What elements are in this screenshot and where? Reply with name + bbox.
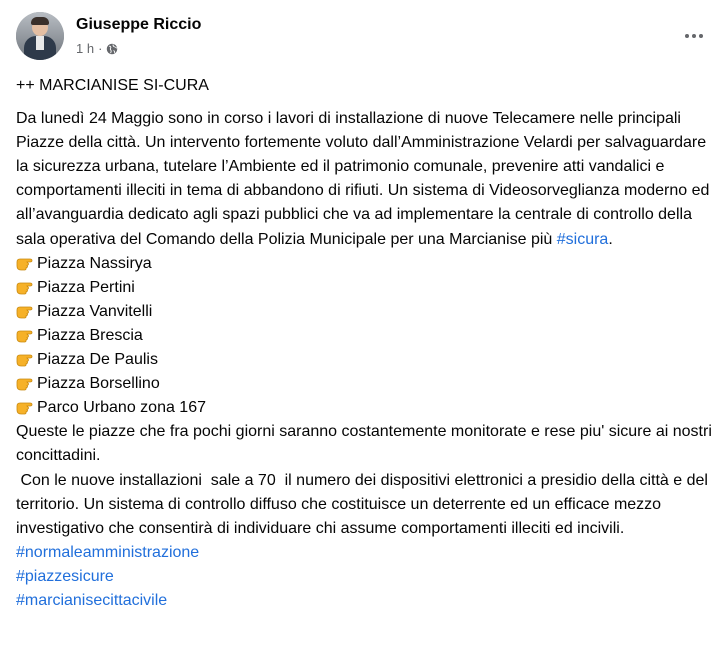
pointing-hand-emoji [16,253,36,271]
globe-icon[interactable] [106,43,118,55]
location-item [16,300,716,324]
hashtag-link[interactable]: #piazzesicure [16,567,114,585]
post-intro [16,107,716,252]
hashtag-link[interactable]: #normaleamministrazione [16,543,200,561]
location-label: Parco Urbano zona 167 [37,399,206,417]
location-label: Piazza Borsellino [37,375,160,393]
location-item [16,276,716,300]
post-paragraph-2: Queste le piazze che fra pochi giorni saranno costantemente monitorate e rese piu' sicure ai nostri concittadini. [16,423,712,465]
author-name[interactable]: Giuseppe Riccio [76,16,202,33]
location-item [16,396,716,420]
avatar[interactable] [16,12,64,60]
location-label: Piazza De Paulis [37,351,158,369]
location-label: Piazza Vanvitelli [37,302,153,320]
post-paragraph-3: Con le nuove installazioni sale a 70 il numero dei dispositivi elettronici a presidio della città e del territorio. Un sistema di controllo diffuso che costituisce un deterrente ed un efficace mezzo investigativo che consentirà di individuare chi assume comportamenti illeciti ed incivili. [16,471,713,537]
pointing-hand-emoji [16,397,36,415]
location-item [16,372,716,396]
pointing-hand-emoji [16,349,36,367]
location-item [16,324,716,348]
meta-separator: · [98,41,103,56]
intro-end: . [608,230,613,248]
post-header [16,12,712,60]
intro-text: Da lunedì 24 Maggio sono in corso i lavori di installazione di nuove Telecamere nelle principali Piazze della città. Un intervento fortemente voluto dall’Amministrazione Velardi per salvaguardare la sicurezza urbana, tutelare l’Ambiente ed il patrimonio comunale, prevenire atti vandalici e comportamenti illeciti in tema di abbandono di rifiuti. Un sistema di Videosorveglianza moderno ed all’avanguardia dedicato agli spazi pubblici che va ad implementare la centrale di controllo della sala operativa del Comando della Polizia Municipale per una Marcianise più [16,110,710,248]
post-title: ++ MARCIANISE SI-CURA [16,77,209,94]
location-label: Piazza Brescia [37,326,143,344]
location-label: Piazza Nassirya [37,254,152,272]
hashtag-link[interactable]: #sicura [556,230,609,248]
hashtag-link[interactable]: #marcianisecittacivile [16,591,168,609]
location-label: Piazza Pertini [37,278,135,296]
location-item [16,252,716,276]
pointing-hand-emoji [16,277,36,295]
post-meta [76,41,118,56]
post-time[interactable]: 1 h [76,41,95,56]
pointing-hand-emoji [16,373,36,391]
hashtag-list [16,541,716,613]
location-list [16,252,716,421]
pointing-hand-emoji [16,301,36,319]
post-content [16,74,716,613]
more-options-icon[interactable] [676,18,712,54]
pointing-hand-emoji [16,325,36,343]
location-item [16,348,716,372]
